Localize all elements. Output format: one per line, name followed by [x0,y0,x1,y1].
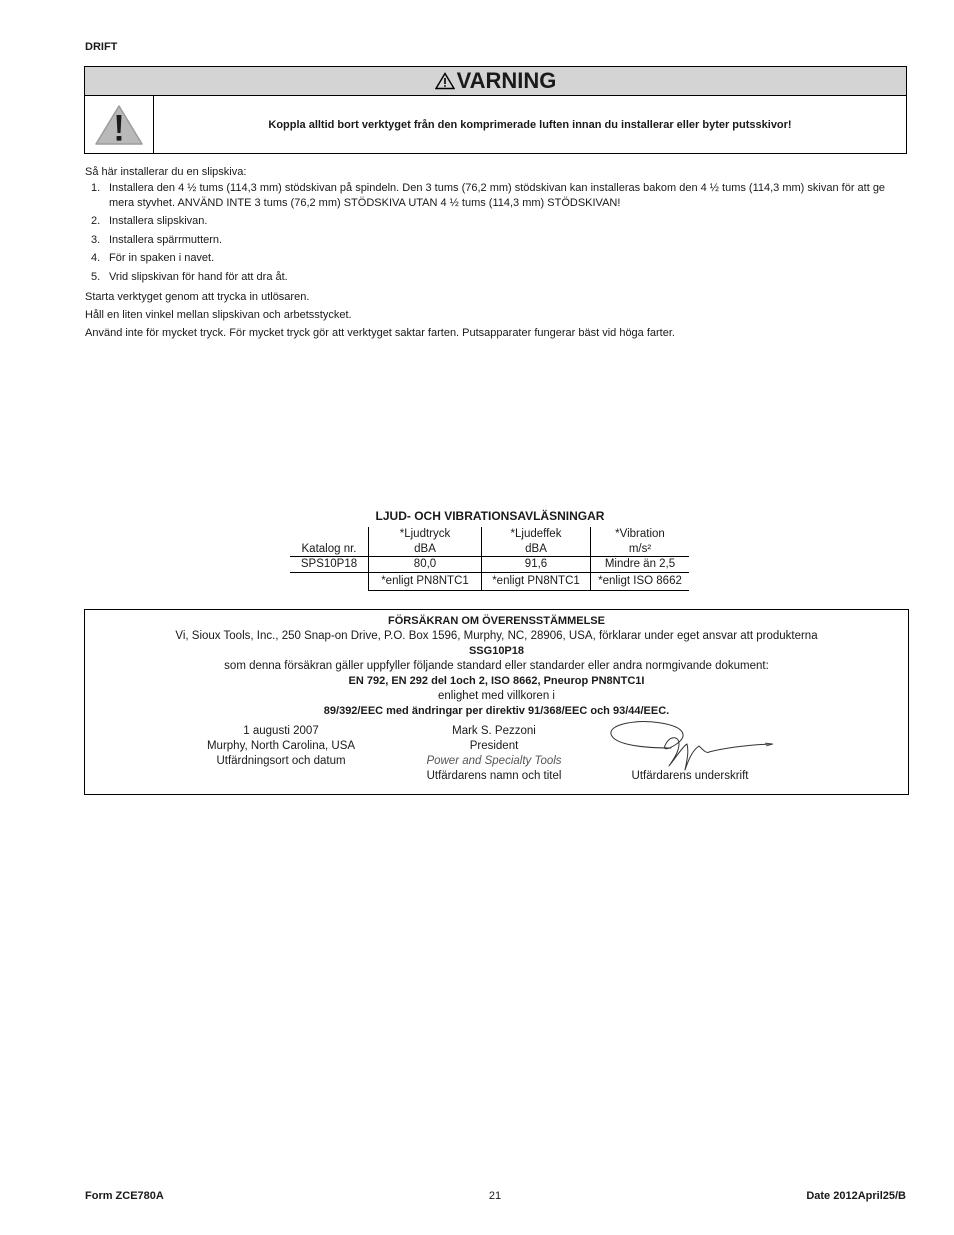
place-date-label: Utfärdningsort och datum [216,755,346,767]
warning-message: Koppla alltid bort verktyget från den komprimerade luften innan du installerar eller byter putsskivor! [268,118,792,131]
header-bottom: dBA [525,542,547,555]
step-number: 2. [91,215,101,227]
declaration-line: som denna försäkran gäller uppfyller följande standard eller standarder eller andra normgivande dokument: [224,660,769,672]
list-item [85,251,905,266]
step-number: 3. [91,233,101,246]
warning-title: VARNING [456,68,557,93]
instruction-paragraph: Håll en liten vinkel mellan slipskivan och arbetsstycket. [85,309,352,321]
header-cell [369,527,482,557]
instruction-paragraph: Starta verktyget genom att trycka in utlösaren. [85,291,310,303]
declaration-directives: 89/392/EEC med ändringar per direktiv 91/368/EEC och 93/44/EEC. [323,705,670,717]
warning-box [84,66,907,154]
step-text: Installera den 4 ½ tums (114,3 mm) stödskivan på spindeln. Den 3 tums (76,2 mm) stödskivan kan installeras bakom den 4 ½ tums (114,3 mm) skivan för att ge mera styvhet. ANVÄND INTE 3 tums (76,2 mm) STÖDSKIVA UTAN 4 ½ tums (114,3 mm) STÖDSKIVAN! [109,182,886,209]
declaration-title: FÖRSÄKRAN OM ÖVERENSSTÄMMELSE [388,615,605,627]
form-number: Form ZCE780A [85,1190,164,1202]
step-number: 5. [91,270,101,283]
declaration-date: 1 augusti 2007 [243,725,319,737]
issuer-label: Utfärdarens namn och titel [426,770,562,782]
document-date: Date 2012April25/B [806,1190,906,1202]
table-cell: *enligt PN8NTC1 [369,573,482,591]
step-text: Vrid slipskivan för hand för att dra åt. [109,270,288,283]
table-cell: SPS10P18 [290,557,369,573]
list-item [85,214,905,229]
issuer-division: Power and Specialty Tools [426,755,562,767]
step-text: För in spaken i navet. [109,252,215,264]
large-warning-triangle-icon [94,104,144,146]
table-cell: *enligt PN8NTC1 [482,573,591,591]
header-top: *Ljudtryck [399,528,451,540]
issuer-title: President [469,740,519,752]
list-item [85,181,905,210]
declaration-line: Vi, Sioux Tools, Inc., 250 Snap-on Drive, P.O. Box 1596, Murphy, NC, 28906, USA, förklarar under eget ansvar att produkterna [175,630,818,642]
page-number: 21 [488,1190,502,1202]
section-label: DRIFT [85,41,118,53]
header-cell [482,527,591,557]
declaration-box [84,609,909,795]
step-text: Installera slipskivan. [109,215,208,227]
table-footnote-row [290,573,689,591]
header-cell [290,527,369,557]
warning-header [85,67,906,96]
step-number: 1. [91,182,101,194]
header-cell [591,527,690,557]
instruction-paragraph: Använd inte för mycket tryck. För mycket tryck gör att verktyget saktar farten. Putsapparater fungerar bäst vid höga farter. [85,327,675,339]
table-header-row [290,527,689,557]
header-top: *Ljudeffek [510,528,562,540]
table-cell: 91,6 [482,557,591,573]
step-text: Installera spärrmuttern. [109,233,223,246]
installation-steps [85,181,905,288]
declaration-standards: EN 792, EN 292 del 1och 2, ISO 8662, Pneurop PN8NTC1I [348,675,645,687]
declaration-product: SSG10P18 [468,645,525,657]
instructions-intro: Så här installerar du en slipskiva: [85,166,247,178]
header-bottom: dBA [414,542,436,555]
warning-triangle-icon [435,72,455,90]
issuer-name: Mark S. Pezzoni [452,725,536,737]
step-number: 4. [91,252,101,264]
table-cell [290,573,369,591]
declaration-line: enlighet med villkoren i [438,690,555,702]
place-date-block [185,724,377,769]
sound-vibration-table [290,527,689,591]
sound-vibration-title: LJUD- OCH VIBRATIONSAVLÄSNINGAR [375,509,605,523]
issuer-block [405,724,583,784]
table-cell: Mindre än 2,5 [591,557,690,573]
signature-label: Utfärdarens underskrift [631,770,749,782]
table-row [290,557,689,573]
header-bottom: Katalog nr. [301,542,357,555]
declaration-place: Murphy, North Carolina, USA [206,740,356,752]
list-item [85,270,905,285]
header-bottom: m/s² [628,542,652,555]
warning-icon-cell [85,96,154,153]
table-cell: 80,0 [369,557,482,573]
table-cell: *enligt ISO 8662 [591,573,690,591]
list-item [85,233,905,248]
header-top: *Vibration [615,528,665,540]
